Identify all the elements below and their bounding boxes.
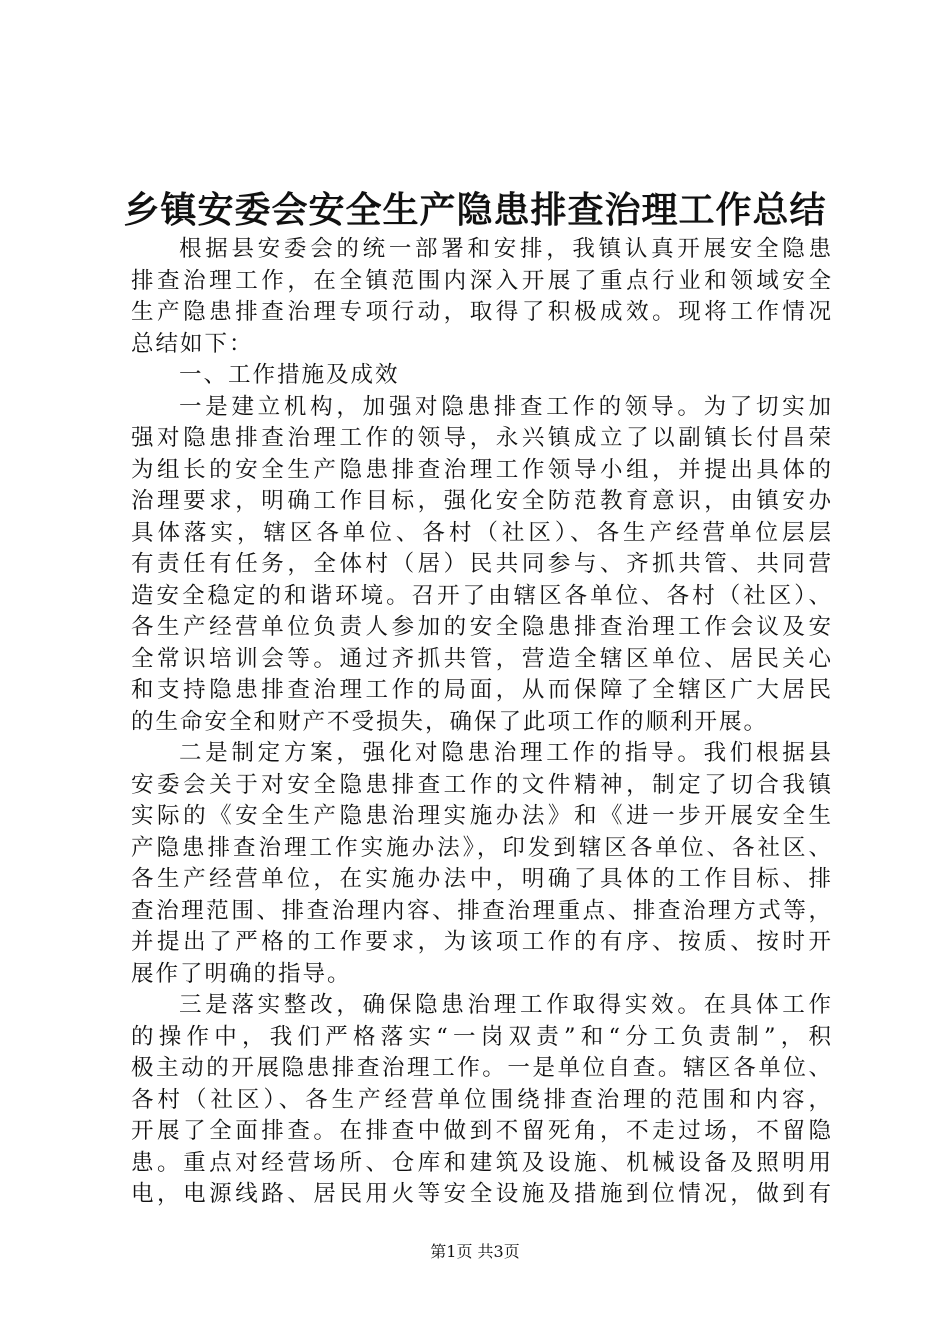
text-line: 各生产经营单位负责人参加的安全隐患排查治理工作会议及安	[131, 614, 831, 640]
text-line: 患。重点对经营场所、仓库和建筑及设施、机械设备及照明用	[131, 1149, 831, 1176]
text-line: 电，电源线路、居民用火等安全设施及措施到位情况，做到有	[131, 1181, 831, 1207]
text-line: 生产隐患排查治理专项行动，取得了积极成效。现将工作情况	[131, 299, 831, 325]
text-line: 查治理范围、排查治理内容、排查治理重点、排查治理方式等，	[131, 897, 831, 924]
text-line: 开展了全面排查。在排查中做到不留死角，不走过场，不留隐	[131, 1118, 831, 1144]
text-line: 全常识培训会等。通过齐抓共管，营造全辖区单位、居民关心	[131, 645, 831, 672]
text-line: 一是建立机构，加强对隐患排查工作的领导。为了切实加	[179, 393, 831, 420]
text-line: 三是落实整改，确保隐患治理工作取得实效。在具体工作	[179, 992, 831, 1018]
text-line: 造安全稳定的和谐环境。召开了由辖区各单位、各村（社区）、	[131, 582, 831, 609]
section-heading: 一、工作措施及成效	[179, 362, 400, 388]
text-line: 各村（社区）、各生产经营单位围绕排查治理的范围和内容，	[131, 1086, 831, 1113]
text-line: 并提出了严格的工作要求，为该项工作的有序、按质、按时开	[131, 929, 831, 955]
text-line: 和支持隐患排查治理工作的局面，从而保障了全辖区广大居民	[131, 677, 831, 703]
document-title: 乡镇安委会安全生产隐患排查治理工作总结	[123, 189, 827, 231]
document-body	[131, 234, 831, 1211]
text-line: 有责任有任务，全体村（居）民共同参与、齐抓共管、共同营	[131, 551, 831, 577]
text-line: 根据县安委会的统一部署和安排，我镇认真开展安全隐患	[179, 236, 831, 262]
text-line: 强对隐患排查治理工作的领导，永兴镇成立了以副镇长付昌荣	[131, 425, 831, 451]
page-number-footer: 第1页 共3页	[430, 1242, 520, 1261]
text-line: 的生命安全和财产不受损失，确保了此项工作的顺利开展。	[131, 708, 769, 735]
text-line: 具体落实，辖区各单位、各村（社区）、各生产经营单位层层	[131, 519, 831, 546]
text-line: 为组长的安全生产隐患排查治理工作领导小组，并提出具体的	[131, 456, 831, 483]
text-line: 实际的《安全生产隐患治理实施办法》和《进一步开展安全生	[131, 803, 831, 829]
text-line: 总结如下：	[131, 330, 254, 357]
text-line: 的操作中，我们严格落实“一岗双责”和“分工负责制”，积	[131, 1023, 831, 1050]
text-line: 极主动的开展隐患排查治理工作。一是单位自查。辖区各单位、	[131, 1055, 831, 1081]
text-line: 各生产经营单位，在实施办法中，明确了具体的工作目标、排	[131, 866, 831, 892]
text-line: 产隐患排查治理工作实施办法》，印发到辖区各单位、各社区、	[131, 834, 831, 861]
text-line: 二是制定方案，强化对隐患治理工作的指导。我们根据县	[179, 740, 831, 766]
text-line: 治理要求，明确工作目标，强化安全防范教育意识，由镇安办	[131, 488, 831, 514]
text-line: 安委会关于对安全隐患排查工作的文件精神，制定了切合我镇	[131, 771, 831, 798]
text-line: 排查治理工作，在全镇范围内深入开展了重点行业和领域安全	[131, 267, 831, 294]
text-line: 展作了明确的指导。	[131, 960, 352, 987]
